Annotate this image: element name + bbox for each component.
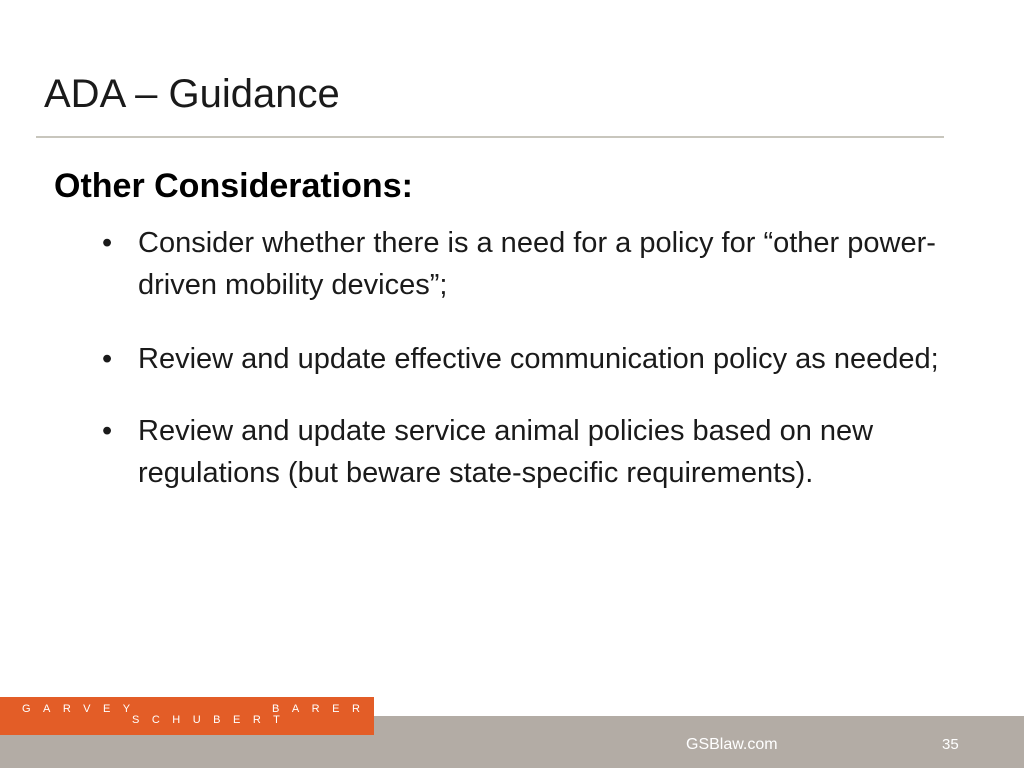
logo-word-schubert: SCHUBERT <box>132 714 293 726</box>
title-divider <box>36 136 944 138</box>
bullet-item <box>100 410 980 494</box>
footer-website: GSBlaw.com <box>686 736 778 753</box>
bullet-icon: • <box>102 415 113 447</box>
bullet-icon: • <box>102 227 113 259</box>
bullet-icon: • <box>102 343 113 375</box>
page-number: 35 <box>942 736 959 753</box>
bullet-item <box>100 338 980 380</box>
bullet-text: Consider whether there is a need for a policy for “other power-driven mobility devices”; <box>138 227 936 301</box>
bullet-text: Review and update service animal policies based on new regulations (but beware state-specific requirements). <box>138 415 874 489</box>
logo-word-barer: BARER <box>272 703 373 715</box>
bullet-text: Review and update effective communication policy as needed; <box>138 343 939 375</box>
firm-logo <box>0 697 374 735</box>
bullet-list <box>100 222 980 526</box>
bullet-item <box>100 222 980 306</box>
slide-title: ADA – Guidance <box>44 72 340 116</box>
logo-word-garvey: GARVEY <box>22 703 143 715</box>
section-heading: Other Considerations: <box>54 167 413 205</box>
